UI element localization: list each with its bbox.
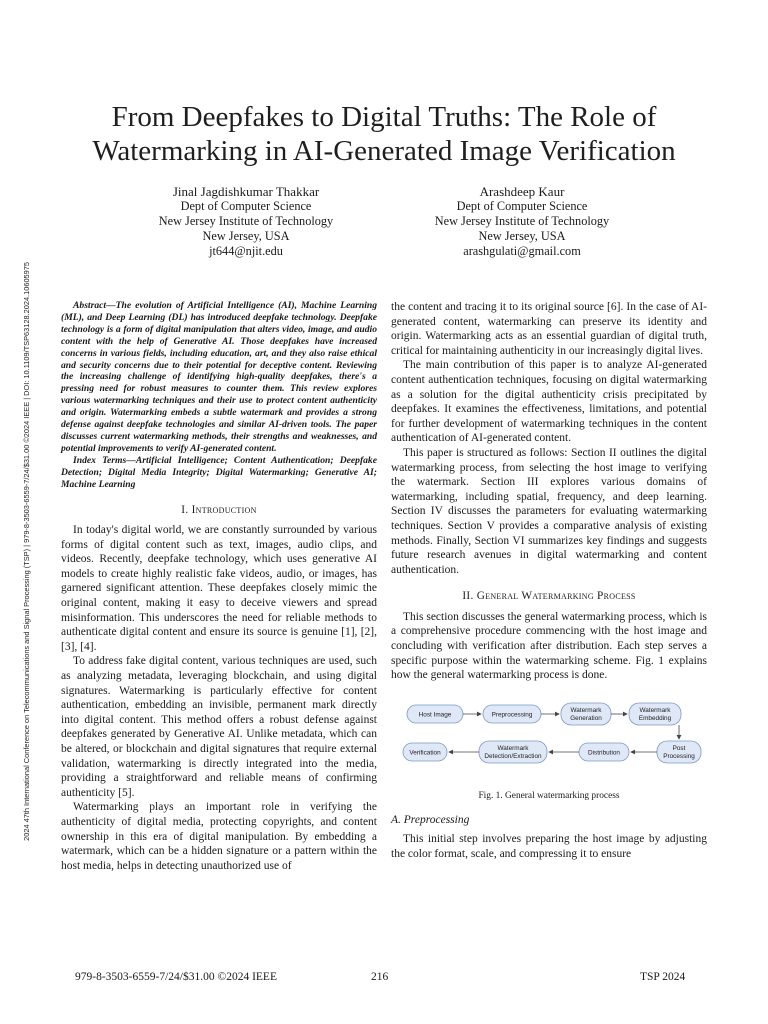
node-label: Verification	[409, 749, 441, 757]
paragraph: The main contribution of this paper is to analyze AI-generated content authentication techniques, focusing on digital watermarking as a solution for the digital authenticity crisis precipitated by deepfakes. It examines the effectiveness, limitations, and potential for further development of watermarking techniques in the content authentication of AI-generated content.	[391, 359, 707, 445]
paragraph: This initial step involves preparing the host image by adjusting the color format, scale, and compressing it to ensure	[391, 833, 707, 860]
author-institution: New Jersey Institute of Technology	[158, 214, 334, 228]
flowchart	[391, 697, 707, 777]
paper-title: From Deepfakes to Digital Truths: The Role of Watermarking in AI-Generated Image Verification	[92, 101, 676, 167]
node-label: Host Image	[418, 711, 452, 719]
author-block-2	[372, 184, 672, 259]
node-label: Post	[672, 744, 686, 752]
node-label: Detection/Extraction	[484, 752, 542, 760]
node-label: Watermark	[639, 706, 671, 714]
section-heading-introduction: I. Introduction	[181, 503, 257, 516]
author-name: Arashdeep Kaur	[479, 184, 565, 199]
node-label: Watermark	[497, 744, 529, 752]
author-block-1	[96, 184, 396, 259]
author-dept: Dept of Computer Science	[180, 199, 312, 213]
paragraph: the content and tracing it to its original source [6]. In the case of AI-generated content, watermarking can preserve its identity and origin. Watermarking acts as an essential guardian of digital truth, critical for maintaining authenticity in our increasingly digital lives.	[391, 301, 707, 357]
author-location: New Jersey, USA	[478, 229, 566, 243]
paragraph: In today's digital world, we are constantly surrounded by various forms of digital content such as text, images, audio clips, and videos. Recently, deepfake technology, which uses generative AI models to create highly realistic fake videos, audio, or images, has garnered significant attention. These deepfakes closely mimic the original content, making it easy to deceive viewers and spread misinformation. This underscores the need for reliable methods to authenticate digital content and ensure its source is genuine [1], [2], [3], [4].	[61, 524, 377, 653]
footer-page-number: 216	[371, 971, 389, 983]
paragraph: To address fake digital content, various techniques are used, such as analyzing metadata, leveraging blockchain, and using digital signatures. Watermarking is particularly effective for content authentication, embedding an invisible, permanent mark directly into digital content. This method offers a robust defense against deepfakes generated by Generative AI. Unlike metadata, which can be altered, or blockchain and digital signatures that require external validation, watermarking is directly integrated into the media, providing a straightforward and reliable means of confirming authenticity [5].	[61, 655, 377, 799]
node-label: Preprocessing	[491, 711, 533, 719]
author-dept: Dept of Computer Science	[456, 199, 588, 213]
left-column	[61, 300, 377, 873]
node-label: Embedding	[638, 714, 672, 722]
abstract: Abstract—The evolution of Artificial Intelligence (AI), Machine Learning (ML), and Deep Learning (DL) has introduced deepfake technology. Deepfake technology is a form of digital manipulation that alters video, image, and audio content with the help of Generative AI. Those deepfakes have increased concerns in various fields, including education, art, and they also raise ethical and security concerns due to their potential for deceptive content. Reviewing the increasing challenge of identifying high-quality deepfakes, there's a pressing need for robust measures to counter them. This review explores various watermarking techniques and their use to protect content authenticity and origin. Watermarking embeds a subtle watermark and provides a strong defense against deepfake technologies and similar AI-driven tools. The paper discusses current watermarking methods, their strengths and weaknesses, and potential improvements to verify AI-generated content.	[61, 300, 377, 454]
index-terms: Index Terms—Artificial Intelligence; Content Authentication; Deepfake Detection; Digital Media Integrity; Digital Watermarking; Generative AI; Machine Learning	[61, 454, 377, 490]
figure-watermarking-process	[391, 697, 707, 777]
node-label: Watermark	[570, 706, 602, 714]
ieee-sidebar-citation: 2024 47th International Conference on Telecommunications and Signal Processing (TSP) | 979-8-3503-6559-7/24/$31.00 ©2024 IEEE | DOI: 10.1109/TSP63128.2024.10605975	[22, 262, 31, 841]
footer-copyright: 979-8-3503-6559-7/24/$31.00 ©2024 IEEE	[75, 971, 277, 983]
node-label: Distribution	[588, 749, 620, 757]
subsection-heading-preprocessing: A. Preprocessing	[391, 814, 470, 827]
node-label: Processing	[663, 752, 695, 760]
section-heading-watermarking-process: II. General Watermarking Process	[462, 590, 636, 603]
node-label: Generation	[570, 714, 602, 722]
paragraph: Watermarking plays an important role in verifying the authenticity of digital media, protecting copyrights, and content ownership in this era of digital manipulation. By embedding a watermark, which can be a hidden signature or a pattern within the host media, helps in detecting unauthorized use of	[61, 801, 377, 872]
paragraph: This section discusses the general watermarking process, which is a comprehensive procedure commencing with the host image and concluding with verification after distribution. Each step serves a specific purpose within the watermarking scheme. Fig. 1 explains how the general watermarking process is done.	[391, 610, 707, 682]
right-column	[391, 300, 707, 861]
footer-conference: TSP 2024	[640, 971, 686, 983]
author-institution: New Jersey Institute of Technology	[434, 214, 610, 228]
figure-caption: Fig. 1. General watermarking process	[478, 790, 620, 801]
author-name: Jinal Jagdishkumar Thakkar	[172, 184, 320, 199]
author-email[interactable]: jt644@njit.edu	[209, 244, 283, 258]
author-location: New Jersey, USA	[202, 229, 290, 243]
paragraph: This paper is structured as follows: Section II outlines the digital watermarking process, from selecting the host image to verifying the watermark. Section III explores various domains of watermarking, including spatial, frequency, and deep learning. Section IV discusses the parameters for evaluating watermarking techniques. Section V provides a comparative analysis of existing methods. Finally, Section VI summarizes key findings and suggests future research avenues in digital watermarking and content authentication.	[391, 446, 707, 576]
author-email[interactable]: arashgulati@gmail.com	[463, 244, 581, 258]
